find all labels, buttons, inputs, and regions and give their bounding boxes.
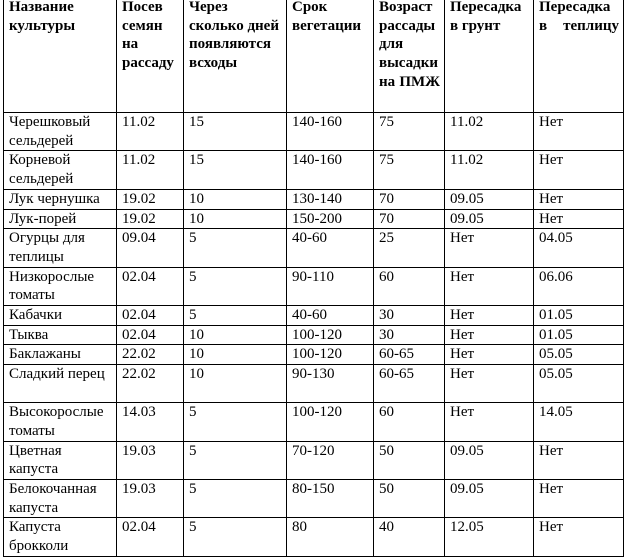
cell-transplant-ground: 09.05	[445, 189, 534, 209]
cell-sowing-date: 02.04	[117, 518, 184, 556]
cell-crop-name: Корневой сельдерей	[4, 151, 117, 189]
cell-seedling-age: 75	[374, 113, 445, 151]
cell-transplant-greenhouse: 01.05	[534, 325, 624, 345]
cell-germination-days: 10	[184, 345, 287, 365]
cell-seedling-age: 70	[374, 189, 445, 209]
cell-vegetation-period: 100-120	[287, 403, 374, 441]
cell-crop-name: Лук чернушка	[4, 189, 117, 209]
cell-vegetation-period: 80	[287, 518, 374, 556]
cell-sowing-date: 22.02	[117, 365, 184, 403]
cell-sowing-date: 22.02	[117, 345, 184, 365]
cell-transplant-ground: 11.02	[445, 151, 534, 189]
cell-transplant-greenhouse: 05.05	[534, 345, 624, 365]
cell-vegetation-period: 80-150	[287, 479, 374, 517]
cell-sowing-date: 19.03	[117, 479, 184, 517]
cell-seedling-age: 70	[374, 209, 445, 229]
cell-vegetation-period: 130-140	[287, 189, 374, 209]
table-row	[4, 441, 624, 479]
header-row	[4, 0, 624, 113]
cell-crop-name: Черешковый сельдерей	[4, 113, 117, 151]
cell-crop-name: Тыква	[4, 325, 117, 345]
cell-transplant-ground: 09.05	[445, 479, 534, 517]
cell-vegetation-period: 100-120	[287, 345, 374, 365]
table-row	[4, 518, 624, 556]
header-sowing-date: Посев семян на рассаду	[117, 0, 184, 113]
cell-seedling-age: 40	[374, 518, 445, 556]
cell-seedling-age: 60-65	[374, 345, 445, 365]
cell-transplant-ground: 09.05	[445, 209, 534, 229]
table-row	[4, 479, 624, 517]
cell-sowing-date: 02.04	[117, 325, 184, 345]
cell-transplant-greenhouse: Нет	[534, 441, 624, 479]
cell-transplant-greenhouse: Нет	[534, 113, 624, 151]
cell-transplant-greenhouse: Нет	[534, 479, 624, 517]
cell-sowing-date: 19.02	[117, 209, 184, 229]
cell-transplant-greenhouse: 14.05	[534, 403, 624, 441]
cell-crop-name: Лук-порей	[4, 209, 117, 229]
header-seedling-age: Возраст рассады для высадки на ПМЖ	[374, 0, 445, 113]
cell-transplant-greenhouse: Нет	[534, 518, 624, 556]
cell-seedling-age: 60-65	[374, 365, 445, 403]
cell-seedling-age: 25	[374, 229, 445, 267]
cell-germination-days: 5	[184, 441, 287, 479]
cell-transplant-ground: Нет	[445, 325, 534, 345]
cell-germination-days: 10	[184, 365, 287, 403]
table-row	[4, 306, 624, 326]
cell-crop-name: Огурцы для теплицы	[4, 229, 117, 267]
header-crop-name: Название культуры	[4, 0, 117, 113]
cell-germination-days: 5	[184, 229, 287, 267]
cell-vegetation-period: 90-130	[287, 365, 374, 403]
cell-transplant-greenhouse: Нет	[534, 209, 624, 229]
cell-sowing-date: 09.04	[117, 229, 184, 267]
cell-sowing-date: 11.02	[117, 151, 184, 189]
cell-seedling-age: 30	[374, 306, 445, 326]
cell-transplant-greenhouse: 05.05	[534, 365, 624, 403]
header-transplant-ground: Пересадка в грунт	[445, 0, 534, 113]
cell-sowing-date: 02.04	[117, 267, 184, 305]
cell-transplant-ground: Нет	[445, 403, 534, 441]
cell-transplant-greenhouse: 06.06	[534, 267, 624, 305]
cell-germination-days: 10	[184, 209, 287, 229]
cell-vegetation-period: 90-110	[287, 267, 374, 305]
cell-seedling-age: 30	[374, 325, 445, 345]
table-row	[4, 267, 624, 305]
table-row	[4, 325, 624, 345]
cell-transplant-greenhouse: Нет	[534, 189, 624, 209]
header-germination-days: Через сколько дней появляются всходы	[184, 0, 287, 113]
cell-germination-days: 5	[184, 403, 287, 441]
cell-sowing-date: 11.02	[117, 113, 184, 151]
cell-germination-days: 5	[184, 518, 287, 556]
table-row	[4, 151, 624, 189]
cell-seedling-age: 50	[374, 479, 445, 517]
cell-sowing-date: 02.04	[117, 306, 184, 326]
cell-transplant-ground: Нет	[445, 365, 534, 403]
cell-transplant-ground: Нет	[445, 229, 534, 267]
cell-transplant-ground: Нет	[445, 345, 534, 365]
header-transplant-greenhouse: Пересадка в теплицу	[534, 0, 624, 113]
cell-seedling-age: 50	[374, 441, 445, 479]
cell-crop-name: Низкорослые томаты	[4, 267, 117, 305]
cell-transplant-ground: 11.02	[445, 113, 534, 151]
cell-germination-days: 5	[184, 479, 287, 517]
table-row	[4, 229, 624, 267]
cell-vegetation-period: 40-60	[287, 229, 374, 267]
table-row	[4, 345, 624, 365]
cell-seedling-age: 60	[374, 267, 445, 305]
cell-sowing-date: 14.03	[117, 403, 184, 441]
cell-transplant-ground: Нет	[445, 267, 534, 305]
cell-vegetation-period: 140-160	[287, 151, 374, 189]
table-row	[4, 189, 624, 209]
table-row	[4, 209, 624, 229]
cell-crop-name: Сладкий перец	[4, 365, 117, 403]
cell-germination-days: 5	[184, 267, 287, 305]
cell-transplant-greenhouse: Нет	[534, 151, 624, 189]
cell-transplant-ground: Нет	[445, 306, 534, 326]
cell-germination-days: 15	[184, 151, 287, 189]
cell-crop-name: Цветная капуста	[4, 441, 117, 479]
cell-vegetation-period: 70-120	[287, 441, 374, 479]
cell-crop-name: Капуста брокколи	[4, 518, 117, 556]
cell-seedling-age: 60	[374, 403, 445, 441]
cell-vegetation-period: 150-200	[287, 209, 374, 229]
cell-vegetation-period: 140-160	[287, 113, 374, 151]
cell-vegetation-period: 40-60	[287, 306, 374, 326]
cell-transplant-greenhouse: 04.05	[534, 229, 624, 267]
cell-vegetation-period: 100-120	[287, 325, 374, 345]
cell-germination-days: 5	[184, 306, 287, 326]
cell-germination-days: 10	[184, 325, 287, 345]
cell-crop-name: Высокорослые томаты	[4, 403, 117, 441]
cell-seedling-age: 75	[374, 151, 445, 189]
cell-germination-days: 15	[184, 113, 287, 151]
cell-sowing-date: 19.02	[117, 189, 184, 209]
cell-sowing-date: 19.03	[117, 441, 184, 479]
table-row	[4, 403, 624, 441]
cell-transplant-ground: 09.05	[445, 441, 534, 479]
header-vegetation-period: Срок вегетации	[287, 0, 374, 113]
cell-crop-name: Белокочанная капуста	[4, 479, 117, 517]
crop-schedule-table	[3, 0, 624, 557]
table-row	[4, 113, 624, 151]
cell-crop-name: Баклажаны	[4, 345, 117, 365]
cell-crop-name: Кабачки	[4, 306, 117, 326]
cell-transplant-ground: 12.05	[445, 518, 534, 556]
table-row	[4, 365, 624, 403]
cell-transplant-greenhouse: 01.05	[534, 306, 624, 326]
cell-germination-days: 10	[184, 189, 287, 209]
